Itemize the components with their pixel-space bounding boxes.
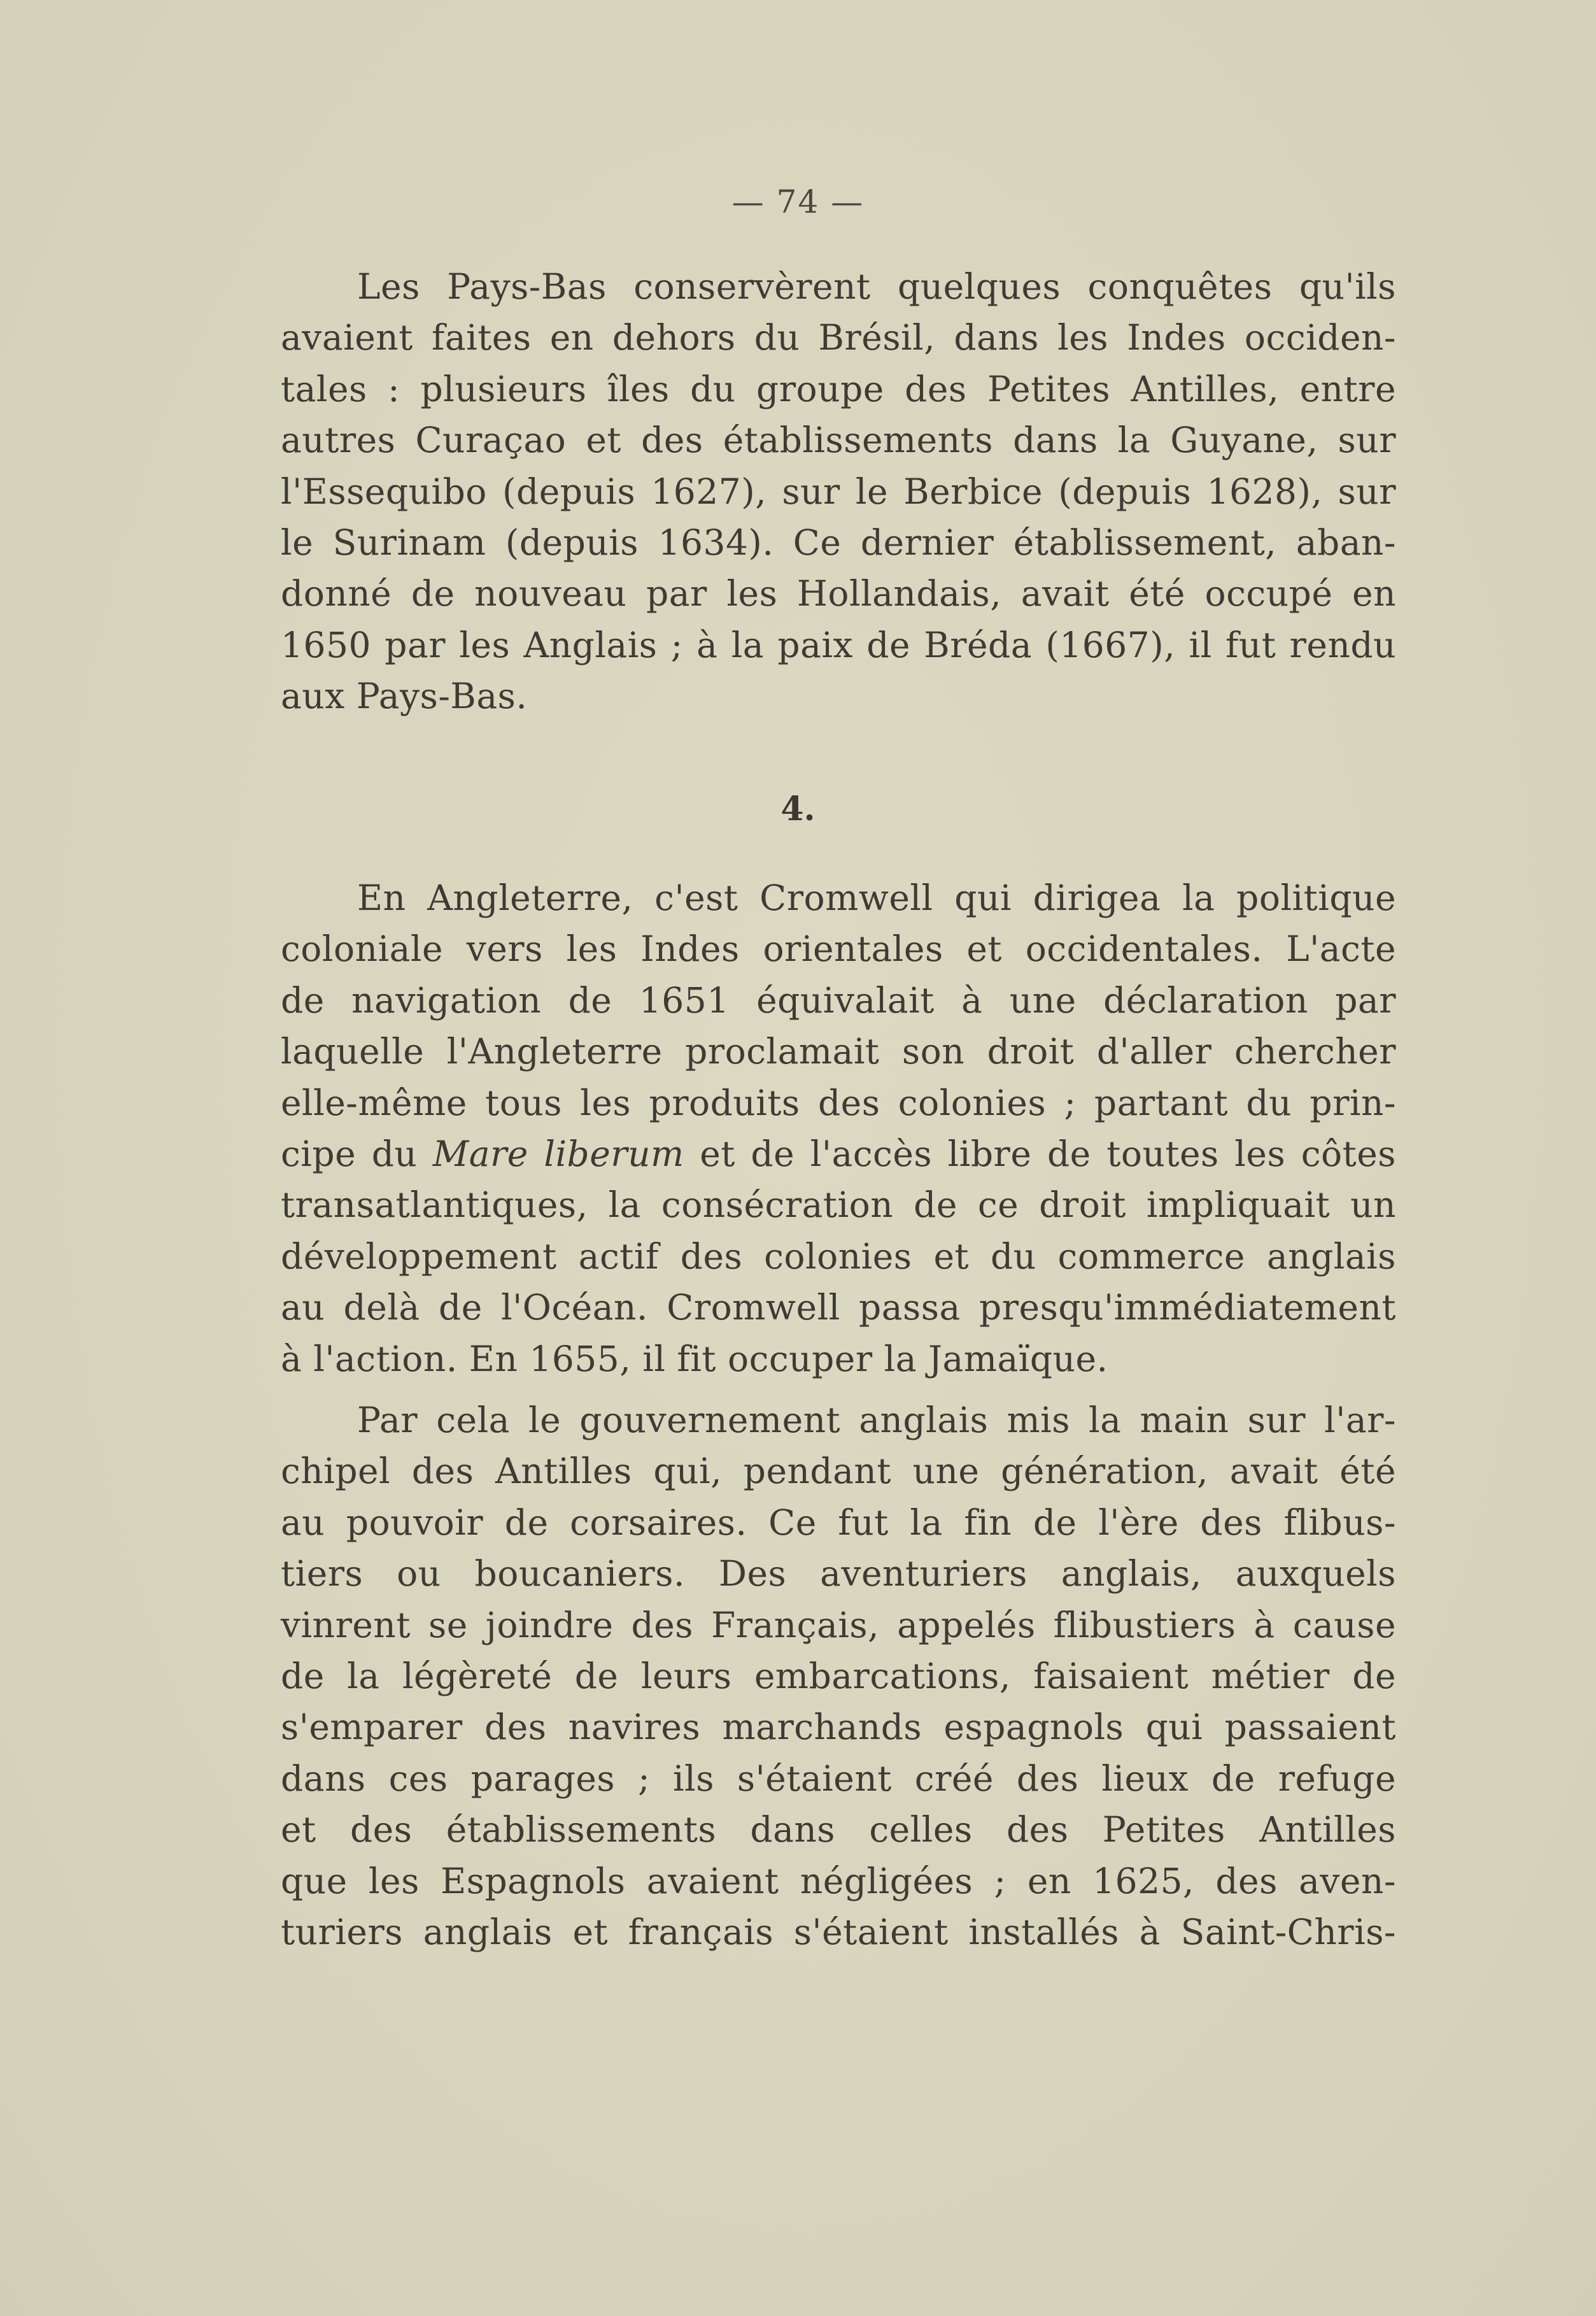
paragraph-line: que les Espagnols avaient négligées ; en 1625, des aven-	[281, 1860, 1396, 1901]
paragraph-line: donné de nouveau par les Hollandais, avait été occupé en	[281, 573, 1396, 615]
paragraph-line: développement actif des colonies et du commerce anglais	[281, 1235, 1396, 1277]
paragraph-line: tales : plusieurs îles du groupe des Petites Antilles, entre	[281, 368, 1396, 409]
paragraph-line: elle-même tous les produits des colonies ; partant du prin-	[281, 1082, 1396, 1123]
paragraph-line: le Surinam (depuis 1634). Ce dernier établissement, aban-	[281, 522, 1396, 563]
paragraph-line: à l'action. En 1655, il fit occuper la Jamaïque.	[281, 1338, 1108, 1379]
paragraph-line: 1650 par les Anglais ; à la paix de Bréda (1667), il fut rendu	[281, 624, 1396, 665]
paragraph-line: aux Pays-Bas.	[281, 676, 528, 717]
paragraph-line: s'emparer des navires marchands espagnols qui passaient	[281, 1707, 1396, 1748]
paragraph-line: Par cela le gouvernement anglais mis la main sur l'ar-	[357, 1400, 1396, 1440]
paragraph-line: l'Essequibo (depuis 1627), sur le Berbice (depuis 1628), sur	[281, 471, 1396, 512]
paragraph-angleterre	[281, 872, 1396, 1384]
paragraph-line: coloniale vers les Indes orientales et occidentales. L'acte	[281, 928, 1396, 970]
line-text-before: cipe du	[281, 1133, 433, 1174]
paragraph-line: vinrent se joindre des Français, appelés flibustiers à cause	[281, 1604, 1396, 1645]
paragraph-line: de navigation de 1651 équivalait à une déclaration par	[281, 979, 1396, 1021]
paragraph-line: transatlantiques, la consécration de ce droit impliquait un	[281, 1184, 1396, 1226]
line-text-after: et de l'accès libre de toutes les côtes	[684, 1133, 1397, 1174]
paragraph-line: laquelle l'Angleterre proclamait son droit d'aller chercher	[281, 1031, 1396, 1072]
paragraph-line: et des établissements dans celles des Petites Antilles	[281, 1809, 1396, 1851]
paragraph-line: de la légèreté de leurs embarcations, faisaient métier de	[281, 1655, 1396, 1696]
section-number: 4.	[780, 790, 816, 828]
paragraph-line: dans ces parages ; ils s'étaient créé des lieux de refuge	[281, 1758, 1396, 1799]
paragraph-pays-bas	[281, 261, 1396, 722]
paragraph-line: Les Pays-Bas conservèrent quelques conquêtes qu'ils	[357, 266, 1396, 307]
paragraph-line: autres Curaçao et des établissements dans la Guyane, sur	[281, 420, 1396, 461]
paragraph-antilles	[281, 1395, 1396, 1957]
paragraph-line-mare-liberum	[281, 1128, 1396, 1179]
paragraph-line: tiers ou boucaniers. Des aventuriers anglais, auxquels	[281, 1553, 1396, 1595]
mare-liberum-italic: Mare liberum	[432, 1133, 684, 1174]
paragraph-line: En Angleterre, c'est Cromwell qui dirigea la politique	[357, 877, 1396, 918]
paragraph-line: au pouvoir de corsaires. Ce fut la fin de l'ère des flibus-	[281, 1502, 1396, 1543]
paragraph-line: au delà de l'Océan. Cromwell passa presqu'immédiatement	[281, 1287, 1396, 1328]
paragraph-line: chipel des Antilles qui, pendant une génération, avait été	[281, 1451, 1396, 1492]
page-number: — 74 —	[731, 183, 865, 220]
paragraph-line: avaient faites en dehors du Brésil, dans les Indes occiden-	[281, 317, 1396, 359]
paragraph-line: turiers anglais et français s'étaient installés à Saint-Chris-	[281, 1911, 1396, 1952]
